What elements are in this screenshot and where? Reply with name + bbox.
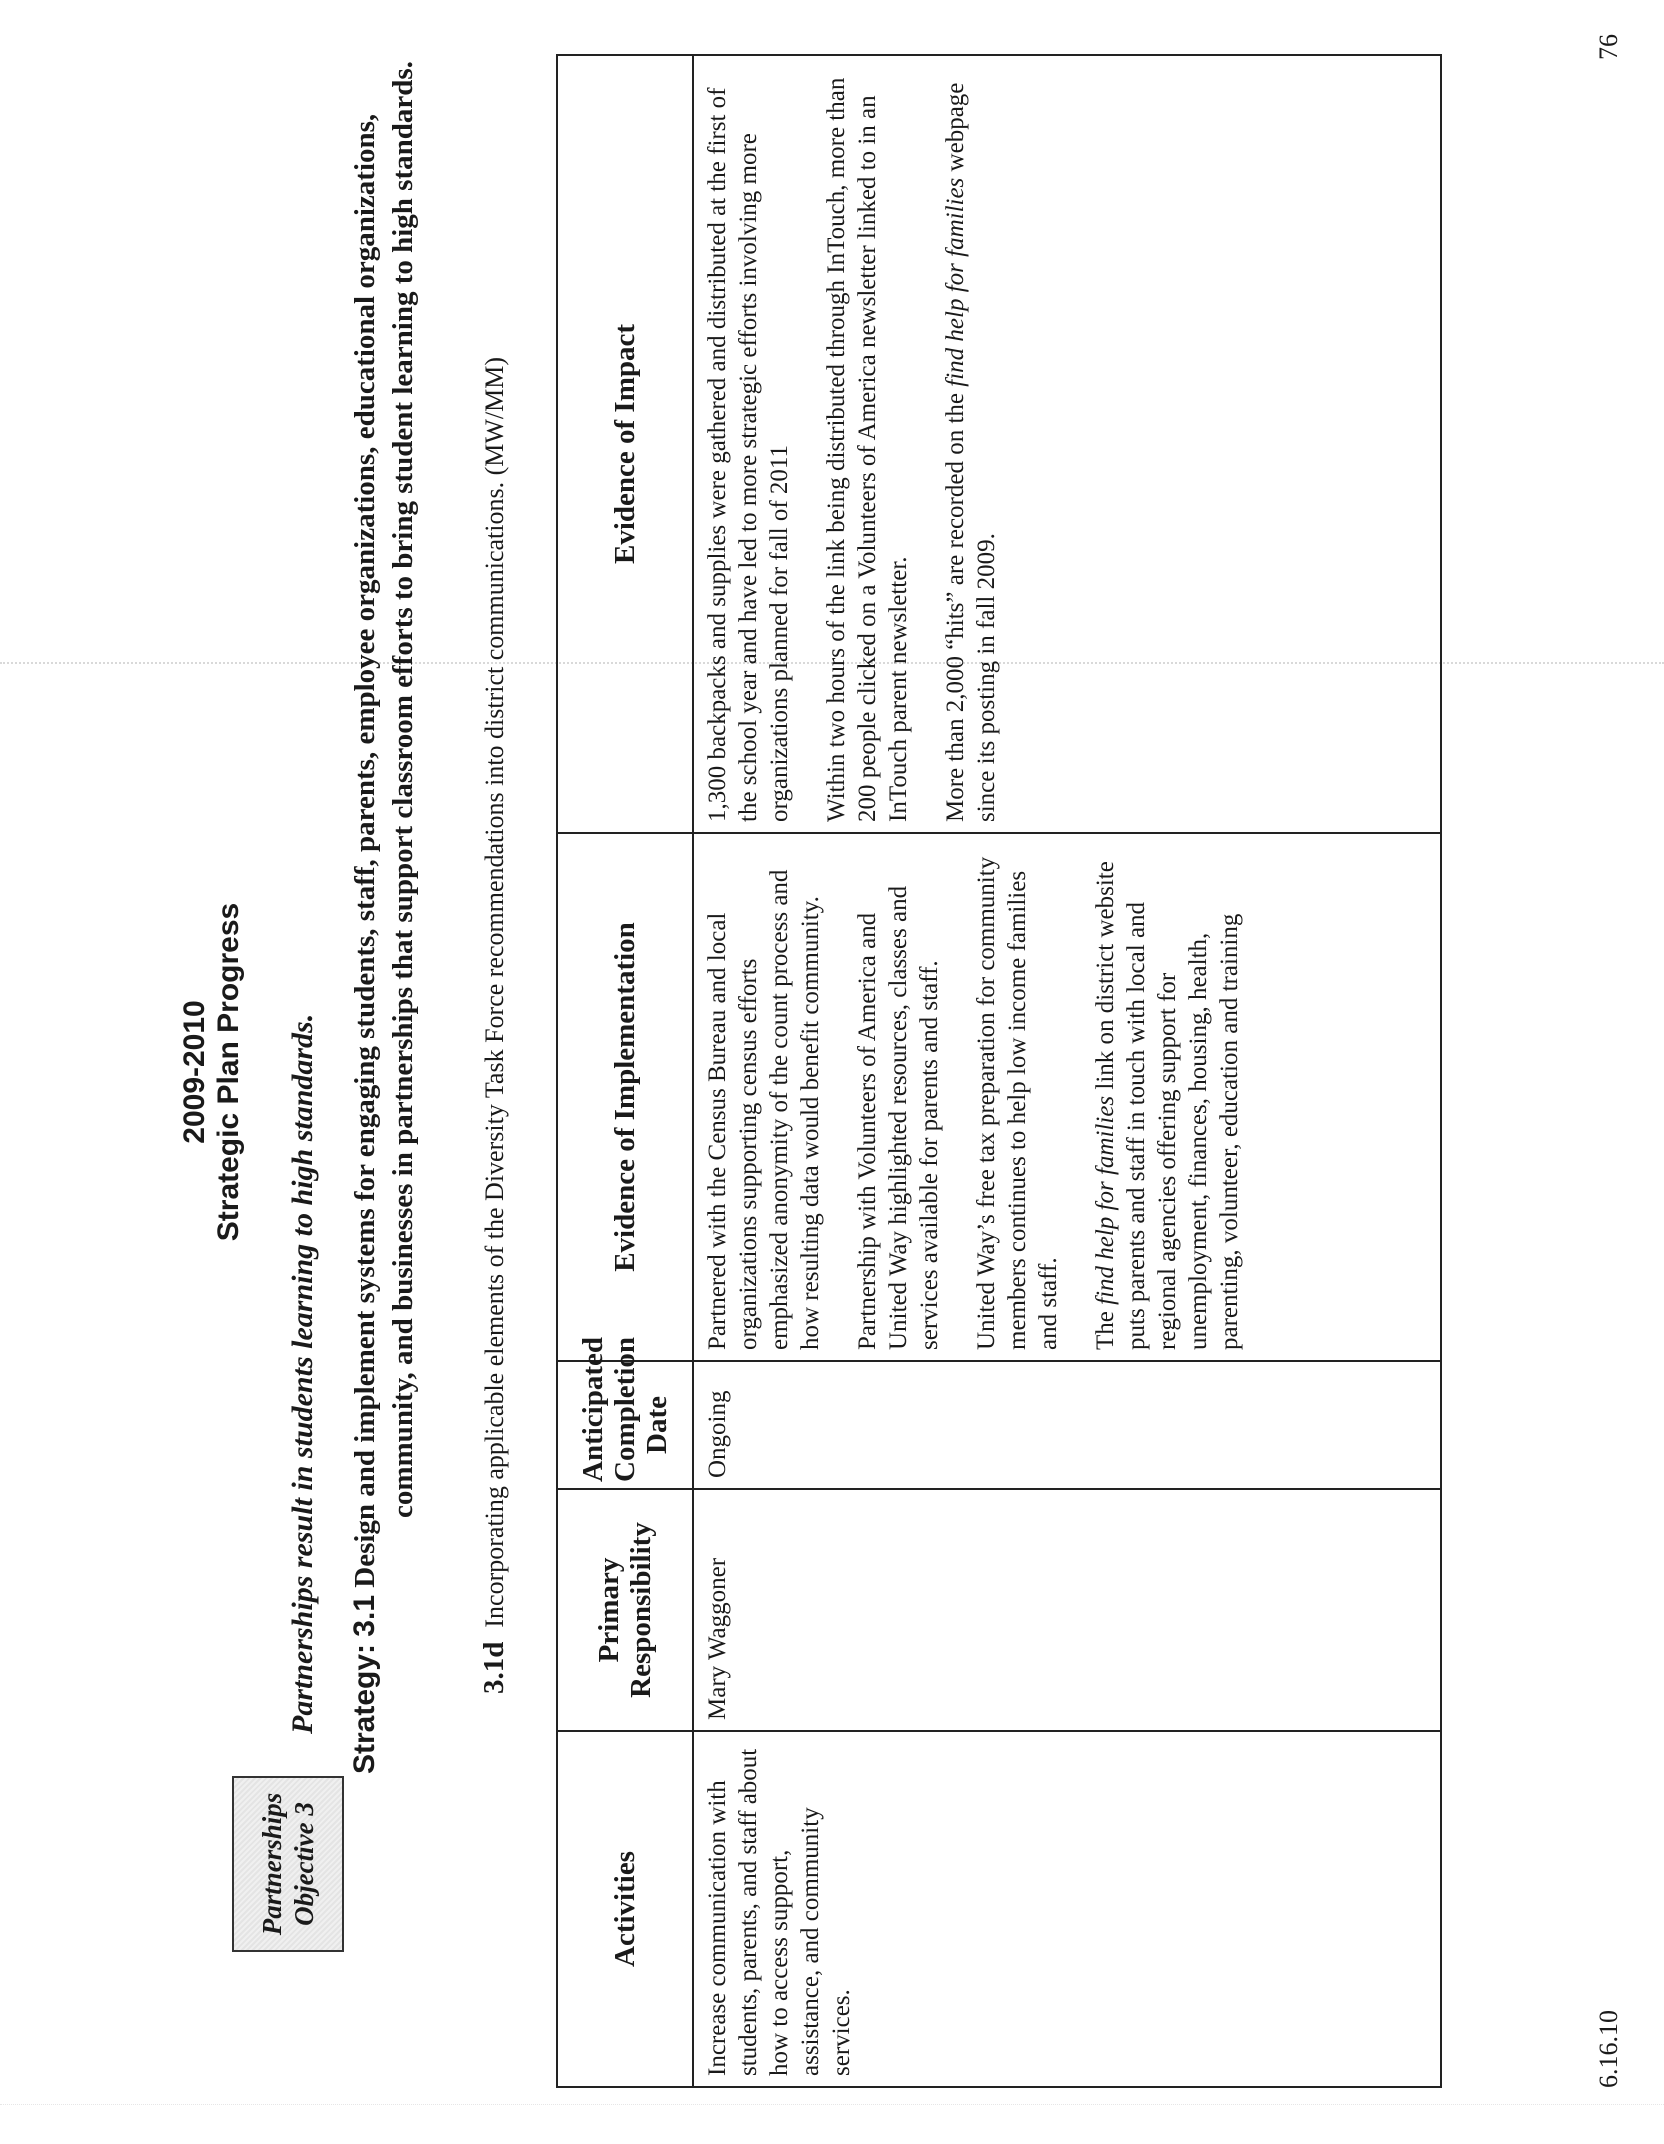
objective-box-line1: Partnerships: [257, 1792, 287, 1936]
header-evidence-implementation: Evidence of Implementation: [557, 833, 693, 1361]
cell-implementation: [693, 833, 1441, 1361]
impact-paragraph: [940, 66, 1002, 822]
header-activities: Activities: [557, 1731, 693, 2087]
strategy-number: 3.1: [348, 1594, 381, 1637]
page-number: 76: [1594, 34, 1623, 60]
strategy-text-line1: Design and implement systems for engaging students, staff, parents, employee organizations, educational organizations,: [349, 113, 381, 1588]
strategy-text-line2: community, and businesses in partnerships that support classroom efforts to bring student learning to high standards.: [387, 61, 419, 1518]
document-year: 2009-2010: [178, 1000, 211, 1144]
cell-responsibility: Mary Waggoner: [693, 1489, 1441, 1731]
find-help-link-text: find help for families: [942, 177, 969, 387]
impact-paragraph: Within two hours of the link being distributed through InTouch, more than 200 people clicked on a Volunteers of America newsletter linked to in an InTouch parent newsletter.: [823, 77, 912, 822]
strategy-label: Strategy:: [348, 1643, 381, 1774]
objective-text: Incorporating applicable elements of the Diversity Task Force recommendations into district communications. (MW/MM): [480, 356, 509, 1628]
header-completion-date: Anticipated Completion Date: [557, 1361, 693, 1489]
implementation-paragraph: Partnered with the Census Bureau and local organizations supporting census efforts emphasized anonymity of the count process and how resulting data would benefit community.: [704, 869, 824, 1350]
table-header-row: [557, 55, 693, 2087]
objective-number: 3.1d: [478, 1641, 510, 1694]
objective-statement: [478, 0, 511, 1694]
footer-date: 6.16.10: [1594, 2010, 1623, 2088]
table-row: [693, 55, 1441, 2087]
implementation-suffix: link on district website puts parents and staff in touch with local and regional agencies offering support for unemployment, finances, housing, health, parenting, volunteer, education and training: [1092, 861, 1243, 1350]
header-evidence-impact: Evidence of Impact: [557, 55, 693, 833]
cell-completion: Ongoing: [693, 1361, 1441, 1489]
impact-prefix: More than 2,000 “hits” are recorded on the: [942, 386, 969, 822]
implementation-paragraph: [1090, 844, 1245, 1350]
strategy-statement: [346, 54, 422, 1774]
header-primary-responsibility: Primary Responsibility: [557, 1489, 693, 1731]
cell-impact: [693, 55, 1441, 833]
progress-table: [556, 54, 1442, 2088]
cell-activities: Increase communication with students, parents, and staff about how to access support, assistance, and community services.: [693, 1731, 1441, 2087]
find-help-link-text: find help for families: [1092, 1095, 1119, 1305]
goal-statement: Partnerships result in students learning to high standards.: [286, 1013, 319, 1734]
implementation-paragraph: Partnership with Volunteers of America and United Way highlighted resources, classes and services available for parents and staff.: [854, 885, 943, 1350]
document-title: Strategic Plan Progress: [212, 902, 245, 1242]
objective-box-line2: Objective 3: [289, 1802, 319, 1926]
impact-paragraph: 1,300 backpacks and supplies were gathered and distributed at the first of the school year and have led to more strategic efforts involving more organizations planned for fall of 2011: [704, 87, 793, 822]
implementation-prefix: The: [1092, 1304, 1119, 1350]
objective-label-box: [232, 1776, 344, 1952]
implementation-paragraph: United Way’s free tax preparation for community members continues to help low income families and staff.: [973, 856, 1062, 1350]
impact-suffix: webpage since its posting in fall 2009.: [942, 82, 1000, 822]
